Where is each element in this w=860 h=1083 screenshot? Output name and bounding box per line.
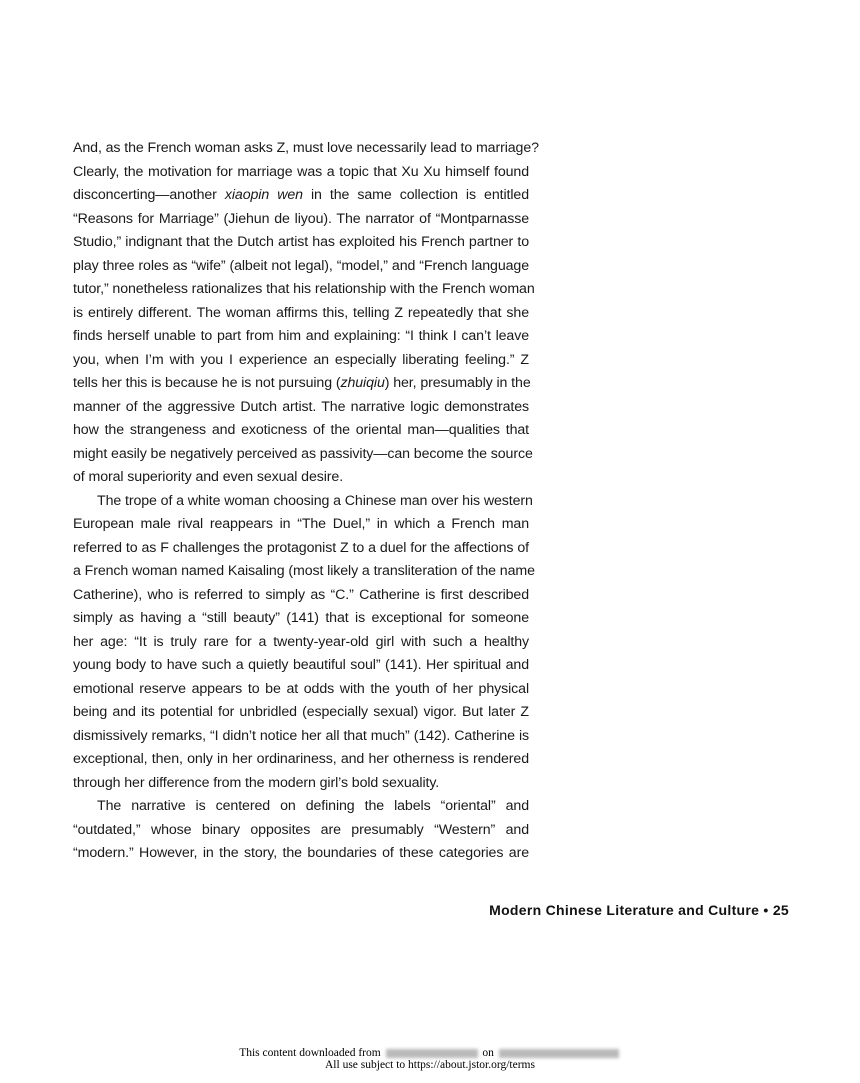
text-segment: of moral superiority and even sexual desire. — [73, 469, 344, 485]
text-line — [73, 654, 529, 678]
text-segment: Catherine), who is referred to simply as “C.” Catherine is first described — [73, 586, 529, 603]
paragraph — [73, 490, 535, 796]
text-line — [73, 208, 529, 232]
paragraph — [73, 795, 529, 866]
paragraph — [73, 137, 539, 490]
text-segment: simply as having a “still beauty” (141) that is exceptional for someone — [73, 610, 529, 626]
text-line — [73, 372, 529, 396]
text-segment: young body to have such a quietly beautiful soul” (141). Her spiritual and — [73, 657, 529, 673]
text-line — [73, 255, 529, 279]
text-line — [73, 490, 533, 514]
text-line — [73, 631, 529, 655]
body-text — [73, 137, 539, 866]
italic-term: zhuiqiu — [340, 375, 385, 391]
text-segment: And, as the French woman asks Z, must love necessarily lead to marriage? — [73, 140, 539, 156]
text-line — [73, 161, 529, 185]
text-segment: finds herself unable to part from him and explaining: “I think I can’t leave — [73, 328, 529, 344]
text-segment: manner of the aggressive Dutch artist. The narrative logic demonstrates — [73, 398, 529, 415]
text-line — [73, 537, 529, 561]
text-line — [73, 842, 529, 866]
text-segment: “outdated,” whose binary opposites are presumably “Western” and — [73, 821, 529, 838]
text-line — [73, 349, 529, 373]
text-line — [73, 795, 529, 819]
text-segment: ) her, presumably in the — [384, 375, 531, 391]
jstor-download-line — [0, 1047, 860, 1059]
text-line — [73, 678, 529, 702]
text-line — [73, 560, 535, 584]
redacted-ip — [386, 1049, 478, 1058]
text-segment: tells her this is because he is not pursuing ( — [73, 375, 341, 391]
text-segment: in the same collection is entitled — [302, 187, 529, 203]
text-segment: Studio,” indignant that the Dutch artist has exploited his French partner to — [73, 234, 529, 250]
text-segment: Clearly, the motivation for marriage was a topic that Xu Xu himself found — [73, 163, 529, 180]
text-segment: dismissively remarks, “I didn’t notice her all that much” (142). Catherine is — [73, 727, 529, 744]
redacted-date — [499, 1049, 619, 1058]
text-segment: The narrative is centered on defining the labels “oriental” and — [97, 798, 529, 814]
text-line — [73, 748, 529, 772]
text-segment: exceptional, then, only in her ordinariness, and her otherness is rendered — [73, 751, 529, 767]
download-prefix: This content downloaded from — [239, 1047, 381, 1059]
text-line — [73, 584, 529, 608]
text-line — [73, 419, 529, 443]
text-line — [73, 325, 529, 349]
text-segment: might easily be negatively perceived as passivity—can become the source — [73, 445, 533, 462]
text-line — [73, 725, 529, 749]
text-segment: her age: “It is truly rare for a twenty-year-old girl with such a healthy — [73, 633, 529, 650]
text-segment: tutor,” nonetheless rationalizes that his relationship with the French woman — [73, 281, 535, 297]
text-line — [73, 184, 529, 208]
jstor-notice — [0, 1047, 860, 1071]
jstor-terms-line: All use subject to https://about.jstor.org/terms — [325, 1059, 535, 1071]
text-segment: how the strangeness and exoticness of the oriental man—qualities that — [73, 422, 529, 438]
text-line — [73, 466, 529, 490]
download-on: on — [482, 1047, 494, 1059]
text-line — [73, 819, 529, 843]
text-segment: disconcerting—another — [73, 187, 225, 203]
text-line — [73, 396, 529, 420]
text-line — [73, 443, 533, 467]
text-segment: is entirely different. The woman affirms this, telling Z repeatedly that she — [73, 304, 529, 321]
text-segment: emotional reserve appears to be at odds with the youth of her physical — [73, 680, 529, 697]
text-segment: being and its potential for unbridled (especially sexual) vigor. But later Z — [73, 704, 529, 720]
text-line — [73, 231, 529, 255]
text-segment: referred to as F challenges the protagonist Z to a duel for the affections of — [73, 539, 529, 556]
text-segment: “Reasons for Marriage” (Jiehun de liyou). The narrator of “Montparnasse — [73, 210, 529, 227]
text-line — [73, 513, 529, 537]
text-line — [73, 137, 539, 161]
text-line — [73, 278, 535, 302]
text-segment: “modern.” However, in the story, the boundaries of these categories are — [73, 845, 529, 861]
text-line — [73, 772, 529, 796]
text-segment: The trope of a white woman choosing a Chinese man over his western — [97, 492, 533, 509]
text-line — [73, 607, 529, 631]
italic-term: xiaopin wen — [224, 187, 303, 203]
text-segment: a French woman named Kaisaling (most likely a transliteration of the name — [73, 563, 535, 579]
text-segment: European male rival reappears in “The Duel,” in which a French man — [73, 516, 529, 532]
text-line — [73, 701, 529, 725]
text-segment: play three roles as “wife” (albeit not legal), “model,” and “French language — [73, 257, 529, 274]
text-segment: you, when I’m with you I experience an especially liberating feeling.” Z — [73, 351, 529, 368]
text-line — [73, 302, 529, 326]
text-segment: through her difference from the modern girl’s bold sexuality. — [73, 774, 440, 791]
running-footer: Modern Chinese Literature and Culture • 25 — [489, 902, 789, 918]
